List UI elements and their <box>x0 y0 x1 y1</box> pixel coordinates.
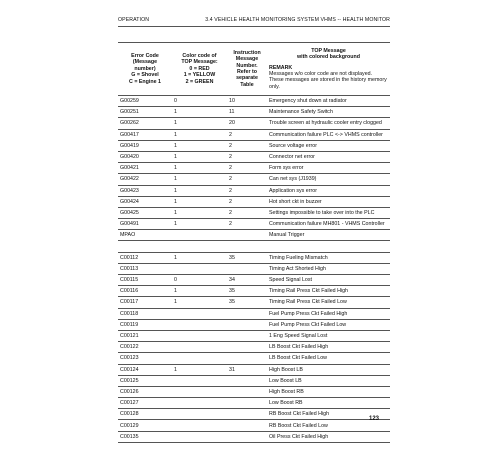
error-code-cell: C00122 <box>118 342 172 353</box>
top-message-cell: Can net sys (J1939) <box>267 174 390 185</box>
top-message-cell: Trouble screen at hydraulic cooler entry clogged <box>267 118 390 129</box>
header-section: OPERATION <box>118 17 150 23</box>
instruction-number-cell <box>227 330 267 341</box>
error-code-cell: C00119 <box>118 319 172 330</box>
color-code-cell: 1 <box>172 185 227 196</box>
color-code-cell <box>172 263 227 274</box>
top-message-cell: RB Boost Ckt Failed Low <box>267 420 390 431</box>
error-code-cell: C00113 <box>118 263 172 274</box>
top-message-cell: Communication failure PLC <-> VHMS controller <box>267 129 390 140</box>
table-row <box>118 174 390 185</box>
table-row <box>118 207 390 218</box>
instruction-number-cell <box>227 230 267 241</box>
table-row <box>118 420 390 431</box>
error-code-cell: C00123 <box>118 353 172 364</box>
table-row <box>118 163 390 174</box>
error-code-cell: G00262 <box>118 118 172 129</box>
instruction-number-cell: 2 <box>227 174 267 185</box>
instruction-number-cell <box>227 409 267 420</box>
error-code-cell: G00423 <box>118 185 172 196</box>
table-row <box>118 263 390 274</box>
table-row <box>118 118 390 129</box>
color-code-cell: 1 <box>172 219 227 230</box>
instruction-number-cell <box>227 308 267 319</box>
error-code-cell: C00135 <box>118 431 172 442</box>
top-message-cell: 1 Eng Speed Signal Lost <box>267 330 390 341</box>
top-message-cell: Hot short ckt in buzzer <box>267 196 390 207</box>
table-row <box>118 364 390 375</box>
color-code-cell: 1 <box>172 163 227 174</box>
instruction-number-cell <box>227 319 267 330</box>
table-row <box>118 230 390 241</box>
instruction-number-cell: 2 <box>227 129 267 140</box>
table-header-row <box>118 43 390 96</box>
table-row <box>118 286 390 297</box>
instruction-number-cell: 34 <box>227 275 267 286</box>
color-code-cell: 1 <box>172 207 227 218</box>
top-message-cell: Communication failure MH801 - VHMS Controller <box>267 219 390 230</box>
color-code-cell <box>172 319 227 330</box>
table-row <box>118 107 390 118</box>
table-row <box>118 196 390 207</box>
instruction-number-cell: 2 <box>227 207 267 218</box>
table-row <box>118 386 390 397</box>
color-code-cell <box>172 230 227 241</box>
error-code-cell: C00128 <box>118 409 172 420</box>
instruction-number-cell <box>227 420 267 431</box>
table-row <box>118 330 390 341</box>
color-code-cell <box>172 353 227 364</box>
top-message-cell: Form sys error <box>267 163 390 174</box>
table-row <box>118 342 390 353</box>
error-code-cell: G00422 <box>118 174 172 185</box>
error-code-cell: G00251 <box>118 107 172 118</box>
top-message-cell: RB Boost Ckt Failed High <box>267 409 390 420</box>
color-code-cell <box>172 375 227 386</box>
error-code-table <box>118 42 390 443</box>
table-row <box>118 398 390 409</box>
instruction-number-cell: 2 <box>227 196 267 207</box>
error-code-cell: C00129 <box>118 420 172 431</box>
color-code-cell: 1 <box>172 140 227 151</box>
color-code-cell <box>172 342 227 353</box>
top-message-cell: Low Boost RB <box>267 398 390 409</box>
instruction-number-cell: 35 <box>227 286 267 297</box>
top-message-cell: Timing Rail Press Ckt Failed Low <box>267 297 390 308</box>
error-code-cell: G00421 <box>118 163 172 174</box>
top-message-cell: Timing Rail Press Ckt Failed High <box>267 286 390 297</box>
color-code-cell: 1 <box>172 286 227 297</box>
top-message-cell: High Boost LB <box>267 364 390 375</box>
error-code-cell: C00124 <box>118 364 172 375</box>
instruction-number-cell: 35 <box>227 252 267 263</box>
top-message-cell: Fuel Pump Press Ckt Failed High <box>267 308 390 319</box>
top-message-cell: Low Boost LB <box>267 375 390 386</box>
table-spacer-row <box>118 241 390 252</box>
error-code-cell: C00125 <box>118 375 172 386</box>
color-code-cell <box>172 330 227 341</box>
instruction-number-cell <box>227 375 267 386</box>
color-code-cell <box>172 409 227 420</box>
color-code-cell: 1 <box>172 364 227 375</box>
instruction-number-cell: 2 <box>227 163 267 174</box>
instruction-number-cell <box>227 342 267 353</box>
table-row <box>118 297 390 308</box>
table-row <box>118 431 390 442</box>
header-instruction-message: Instruction Message Number. Refer to separate Table <box>227 43 267 96</box>
instruction-number-cell <box>227 386 267 397</box>
top-message-cell: LB Boost Ckt Failed High <box>267 342 390 353</box>
running-header <box>118 15 390 25</box>
instruction-number-cell <box>227 263 267 274</box>
instruction-number-cell: 2 <box>227 185 267 196</box>
top-message-cell: LB Boost Ckt Failed Low <box>267 353 390 364</box>
instruction-number-cell: 2 <box>227 151 267 162</box>
color-code-cell: 1 <box>172 151 227 162</box>
instruction-number-cell: 2 <box>227 140 267 151</box>
table-row <box>118 353 390 364</box>
table-row <box>118 252 390 263</box>
instruction-number-cell: 20 <box>227 118 267 129</box>
error-code-cell: G00491 <box>118 219 172 230</box>
error-code-cell: G00419 <box>118 140 172 151</box>
error-code-cell: G00420 <box>118 151 172 162</box>
header-error-code: Error Code (Message number) G = Shovel C = Engine 1 <box>118 43 172 96</box>
page-number: 123 <box>369 416 380 422</box>
table-row <box>118 409 390 420</box>
instruction-number-cell <box>227 353 267 364</box>
color-code-cell <box>172 398 227 409</box>
error-code-cell: C00117 <box>118 297 172 308</box>
error-code-cell: C00126 <box>118 386 172 397</box>
instruction-number-cell: 10 <box>227 96 267 107</box>
top-message-cell: Settings impossible to take over into the PLC <box>267 207 390 218</box>
top-message-cell: Timing Fueling Mismatch <box>267 252 390 263</box>
error-code-cell: C00115 <box>118 275 172 286</box>
table-row <box>118 375 390 386</box>
top-message-cell: Application sys error <box>267 185 390 196</box>
table-row <box>118 219 390 230</box>
table-row <box>118 96 390 107</box>
header-rule <box>118 26 390 27</box>
error-code-cell: C00121 <box>118 330 172 341</box>
top-message-cell: Manual Trigger <box>267 230 390 241</box>
color-code-cell <box>172 386 227 397</box>
table-row <box>118 129 390 140</box>
header-top-message: TOP Message with colored background REMARK Messages w/o color code are not displayed. These messages are stored in the history memory only. <box>267 43 390 96</box>
error-code-cell: G00424 <box>118 196 172 207</box>
top-message-cell: High Boost RB <box>267 386 390 397</box>
header-chapter-title: 3.4 VEHICLE HEALTH MONITORING SYSTEM VHMS -- HEALTH MONITOR <box>205 17 390 23</box>
top-message-cell: Oil Press Ckt Failed High <box>267 431 390 442</box>
top-message-cell: Fuel Pump Press Ckt Failed Low <box>267 319 390 330</box>
table-row <box>118 185 390 196</box>
top-message-cell: Emergency shut down at radiator <box>267 96 390 107</box>
instruction-number-cell: 35 <box>227 297 267 308</box>
color-code-cell: 1 <box>172 174 227 185</box>
instruction-number-cell: 2 <box>227 219 267 230</box>
error-code-cell: C00116 <box>118 286 172 297</box>
top-message-cell: Speed Signal Lost <box>267 275 390 286</box>
top-message-cell: Source voltage error <box>267 140 390 151</box>
table-row <box>118 151 390 162</box>
color-code-cell: 1 <box>172 107 227 118</box>
error-code-cell: C00118 <box>118 308 172 319</box>
table-row <box>118 275 390 286</box>
color-code-cell: 1 <box>172 297 227 308</box>
error-code-cell: MPAO <box>118 230 172 241</box>
color-code-cell <box>172 308 227 319</box>
instruction-number-cell: 31 <box>227 364 267 375</box>
error-code-cell: G00425 <box>118 207 172 218</box>
error-code-cell: C00127 <box>118 398 172 409</box>
color-code-cell: 1 <box>172 118 227 129</box>
error-code-cell: C00112 <box>118 252 172 263</box>
color-code-cell: 0 <box>172 275 227 286</box>
top-message-cell: Timing Act Shorted High <box>267 263 390 274</box>
table-row <box>118 308 390 319</box>
error-code-cell: G00259 <box>118 96 172 107</box>
top-message-cell: Connector net error <box>267 151 390 162</box>
instruction-number-cell <box>227 398 267 409</box>
color-code-cell: 1 <box>172 196 227 207</box>
table-row <box>118 319 390 330</box>
remark-label: REMARK <box>269 64 293 71</box>
color-code-cell <box>172 420 227 431</box>
color-code-cell: 1 <box>172 129 227 140</box>
error-code-cell: G00417 <box>118 129 172 140</box>
color-code-cell: 1 <box>172 252 227 263</box>
top-message-cell: Maintenance Safety Switch <box>267 107 390 118</box>
header-color-code: Color code of TOP Message: 0 = RED 1 = YELLOW 2 = GREEN <box>172 43 227 96</box>
color-code-cell <box>172 431 227 442</box>
instruction-number-cell: 11 <box>227 107 267 118</box>
table-row <box>118 140 390 151</box>
instruction-number-cell <box>227 431 267 442</box>
color-code-cell: 0 <box>172 96 227 107</box>
